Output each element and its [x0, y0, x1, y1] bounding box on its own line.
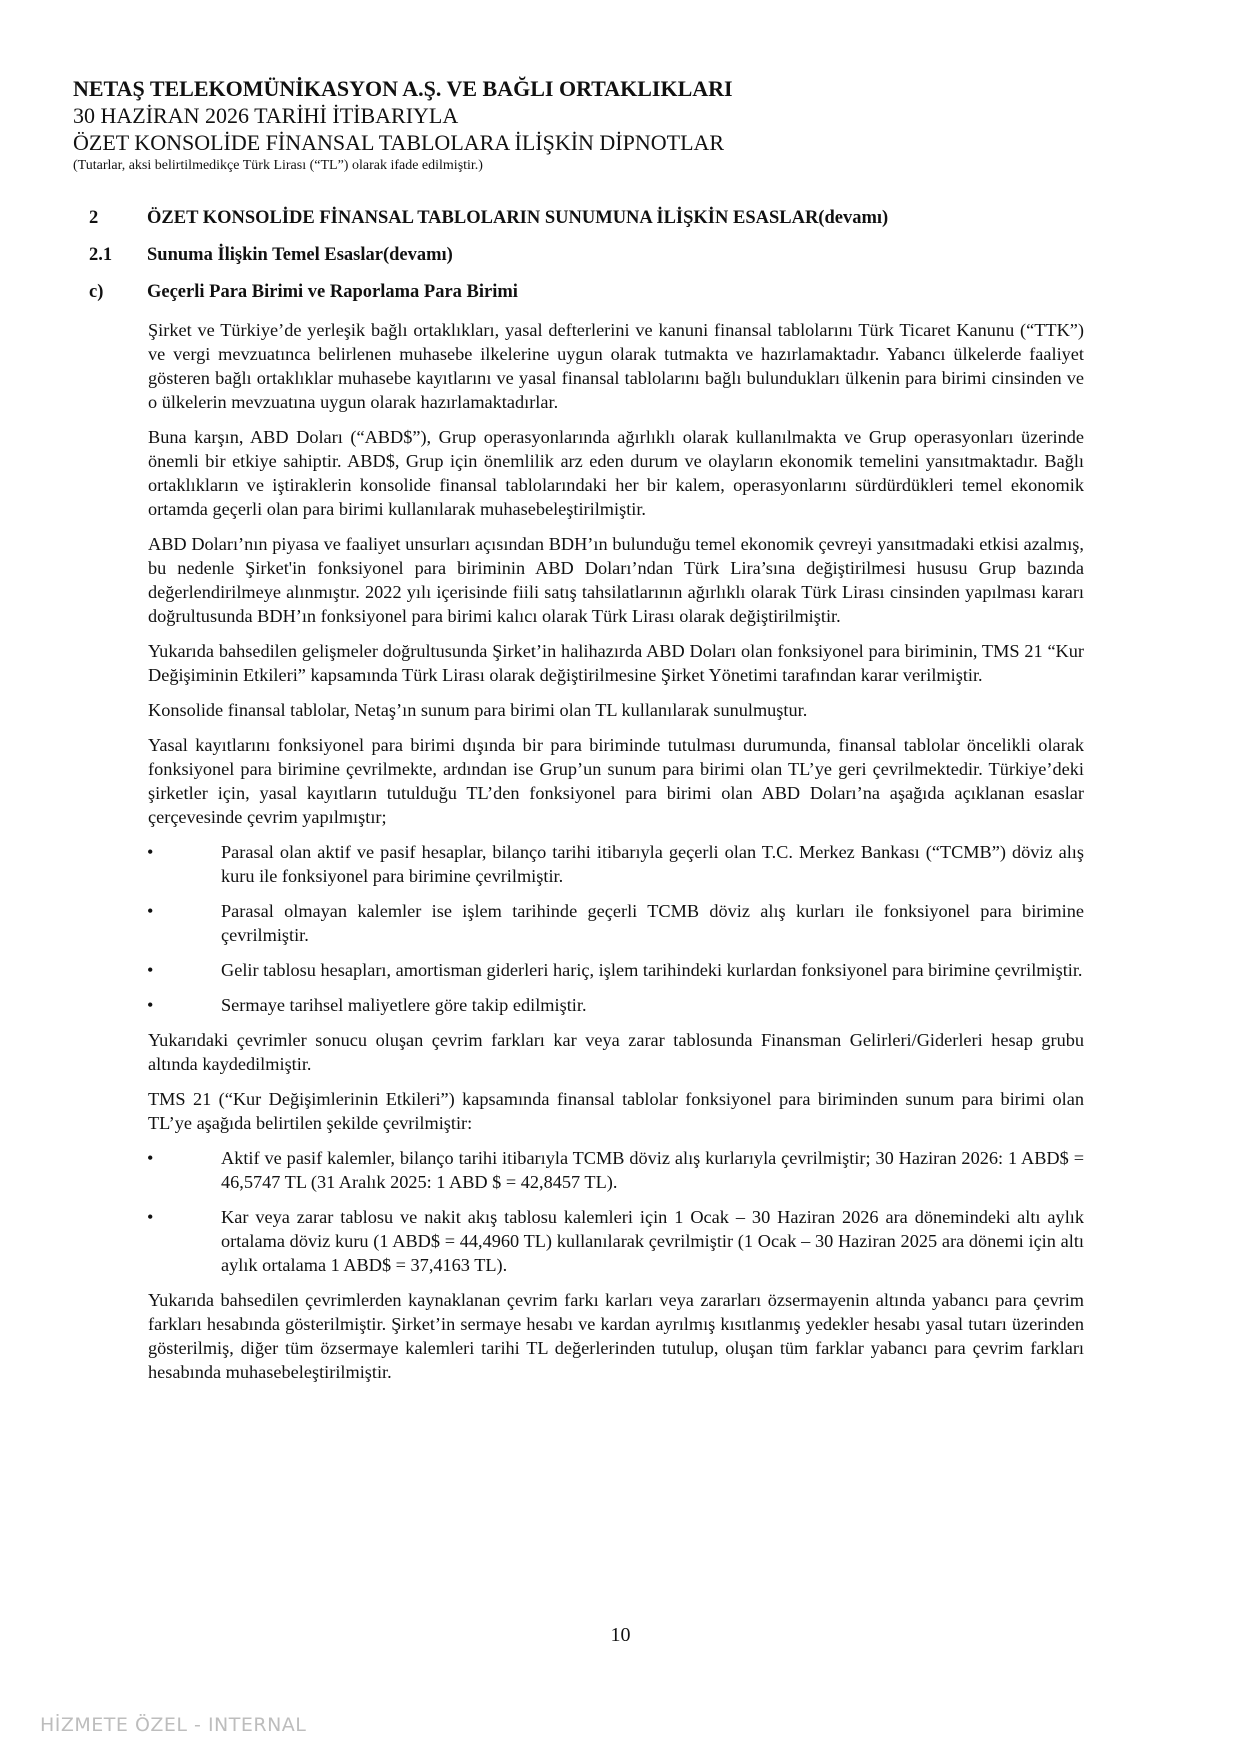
subsection-title: Sunuma İlişkin Temel Esaslar(devamı): [147, 245, 453, 265]
item-number: c): [89, 282, 104, 302]
paragraph: Yukarıda bahsedilen gelişmeler doğrultusunda Şirket’in halihazırda ABD Doları olan fonksiyonel para biriminin, TMS 21 “Kur Değişiminin Etkileri” kapsamında Türk Lirası olarak değiştirilmesine Şirket Yönetimi tarafından karar verilmiştir.: [148, 641, 1084, 685]
bullet-item: [148, 840, 1084, 888]
paragraph: Buna karşın, ABD Doları (“ABD$”), Grup operasyonlarında ağırlıklı olarak kullanılmakta ve Grup operasyonları üzerinde önemli bir etkiye sahiptir. ABD$, Grup için önemlilik arz eden durum ve olayların ekonomik temelini yansıtmaktadır. Bağlı ortaklıkların ve iştiraklerin konsolide finansal tablolarındaki her bir kalem, operasyonlarını sürdürdükleri temel ekonomik ortamda geçerli olan para birimi kullanılarak muhasebeleştirilmiştir.: [148, 427, 1084, 519]
section-title: ÖZET KONSOLİDE FİNANSAL TABLOLARIN SUNUMUNA İLİŞKİN ESASLAR(devamı): [147, 208, 889, 228]
bullet-text: Parasal olan aktif ve pasif hesaplar, bilanço tarihi itibarıyla geçerli olan T.C. Merkez Bankası (“TCMB”) döviz alış kuru ile fonksiyonel para birimine çevrilmiştir.: [221, 842, 1084, 886]
currency-note: (Tutarlar, aksi belirtilmedikçe Türk Lirası (“TL”) olarak ifade edilmiştir.): [73, 158, 483, 173]
report-date: 30 HAZİRAN 2026 TARİHİ İTİBARIYLA: [73, 103, 459, 128]
paragraph: Konsolide finansal tablolar, Netaş’ın sunum para birimi olan TL kullanılarak sunulmuştur.: [148, 700, 808, 720]
page-header: [73, 75, 1073, 175]
bullet-text: Aktif ve pasif kalemler, bilanço tarihi itibarıyla TCMB döviz alış kurlarıyla çevrilmiştir; 30 Haziran 2026: 1 ABD$ = 46,5747 TL (31 Aralık 2025: 1 ABD $ = 42,8457 TL).: [221, 1148, 1084, 1192]
company-name: NETAŞ TELEKOMÜNİKASYON A.Ş. VE BAĞLI ORTAKLIKLARI: [73, 76, 733, 101]
bullet-symbol: •: [147, 842, 154, 862]
subsection-number: 2.1: [89, 245, 113, 265]
bullet-text: Sermaye tarihsel maliyetlere göre takip edilmiştir.: [221, 995, 587, 1015]
section-number: 2: [89, 208, 99, 228]
bullet-text: Kar veya zarar tablosu ve nakit akış tablosu kalemleri için 1 Ocak – 30 Haziran 2026 ara dönemindeki altı aylık ortalama döviz kuru (1 ABD$ = 44,4960 TL) kullanılarak çevrilmiştir (1 Ocak – 30 Haziran 2025 ara dönemi için altı aylık ortalama 1 ABD$ = 37,4163 TL).: [221, 1207, 1084, 1275]
bullet-item: [148, 1146, 1084, 1194]
classification-label: HİZMETE ÖZEL - INTERNAL: [40, 1714, 307, 1736]
bullet-item: [148, 993, 1084, 1017]
paragraph: Yukarıda bahsedilen çevrimlerden kaynaklanan çevrim farkı karları veya zararları özsermayenin altında yabancı para çevrim farkları hesabında gösterilmiştir. Şirket’in sermaye hesabı ve kardan ayrılmış kısıtlanmış yedekler hesabı yasal tutarı üzerinden gösterilmiş, diğer tüm özsermaye kalemleri tarihi TL değerlerinden tutulup, oluşan tüm farklar yabancı para çevrim farkları hesabında muhasebeleştirilmiştir.: [148, 1290, 1084, 1382]
bullet-item: [148, 1205, 1084, 1277]
paragraph: Yasal kayıtlarını fonksiyonel para birimi dışında bir para biriminde tutulması durumunda, finansal tablolar öncelikli olarak fonksiyonel para birimine çevrilmekte, ardından ise Grup’un sunum para birimi olan TL’ye geri çevrilmektedir. Türkiye’deki şirketler için, yasal kayıtların tutulduğu TL’den fonksiyonel para birimi olan ABD Doları’na aşağıda açıklanan esaslar çerçevesinde çevrim yapılmıştır;: [148, 735, 1084, 827]
paragraph: ABD Doları’nın piyasa ve faaliyet unsurları açısından BDH’ın bulunduğu temel ekonomik çevreyi yansıtmadaki etkisi azalmış, bu nedenle Şirket'in fonksiyonel para biriminin ABD Doları’ndan Türk Lira’sına değiştirilmesi hususu Grup bazında değerlendirilmeye alınmıştır. 2022 yılı içerisinde fiili satış tahsilatlarının ağırlıklı olarak Türk Lirası cinsinden yapılması kararı doğrultusunda BDH’ın fonksiyonel para birimi kalıcı olarak Türk Lirası olarak değiştirilmiştir.: [148, 534, 1084, 626]
body-text: [148, 318, 1084, 1395]
bullet-symbol: •: [147, 1148, 154, 1168]
bullet-symbol: •: [147, 960, 154, 980]
paragraph: Şirket ve Türkiye’de yerleşik bağlı ortaklıkları, yasal defterlerini ve kanuni finansal tablolarını Türk Ticaret Kanunu (“TTK”) ve vergi mevzuatınca belirlenen muhasebe ilkelerine uygun olarak tutmakta ve hazırlamaktadır. Yabancı ülkelerde faaliyet gösteren bağlı ortaklıklar muhasebe kayıtlarını ve yasal finansal tablolarını bağlı bulundukları ülkenin para birimi cinsinden ve o ülkelerin mevzuatına uygun olarak hazırlamaktadırlar.: [148, 320, 1084, 412]
bullet-symbol: •: [147, 995, 154, 1015]
bullet-text: Gelir tablosu hesapları, amortisman giderleri hariç, işlem tarihindeki kurlardan fonksiyonel para birimine çevrilmiştir.: [221, 960, 1083, 980]
report-title: ÖZET KONSOLİDE FİNANSAL TABLOLARA İLİŞKİN DİPNOTLAR: [73, 130, 725, 155]
paragraph: TMS 21 (“Kur Değişimlerinin Etkileri”) kapsamında finansal tablolar fonksiyonel para biriminden sunum para birimi olan TL’ye aşağıda belirtilen şekilde çevrilmiştir:: [148, 1089, 1084, 1133]
paragraph: Yukarıdaki çevrimler sonucu oluşan çevrim farkları kar veya zarar tablosunda Finansman Gelirleri/Giderleri hesap grubu altında kaydedilmiştir.: [148, 1030, 1084, 1074]
bullet-item: [148, 958, 1084, 982]
page-number: 10: [610, 1624, 631, 1646]
bullet-symbol: •: [147, 901, 154, 921]
bullet-text: Parasal olmayan kalemler ise işlem tarihinde geçerli TCMB döviz alış kurları ile fonksiyonel para birimine çevrilmiştir.: [221, 901, 1084, 945]
bullet-symbol: •: [147, 1207, 154, 1227]
item-title: Geçerli Para Birimi ve Raporlama Para Birimi: [147, 282, 518, 302]
bullet-item: [148, 899, 1084, 947]
